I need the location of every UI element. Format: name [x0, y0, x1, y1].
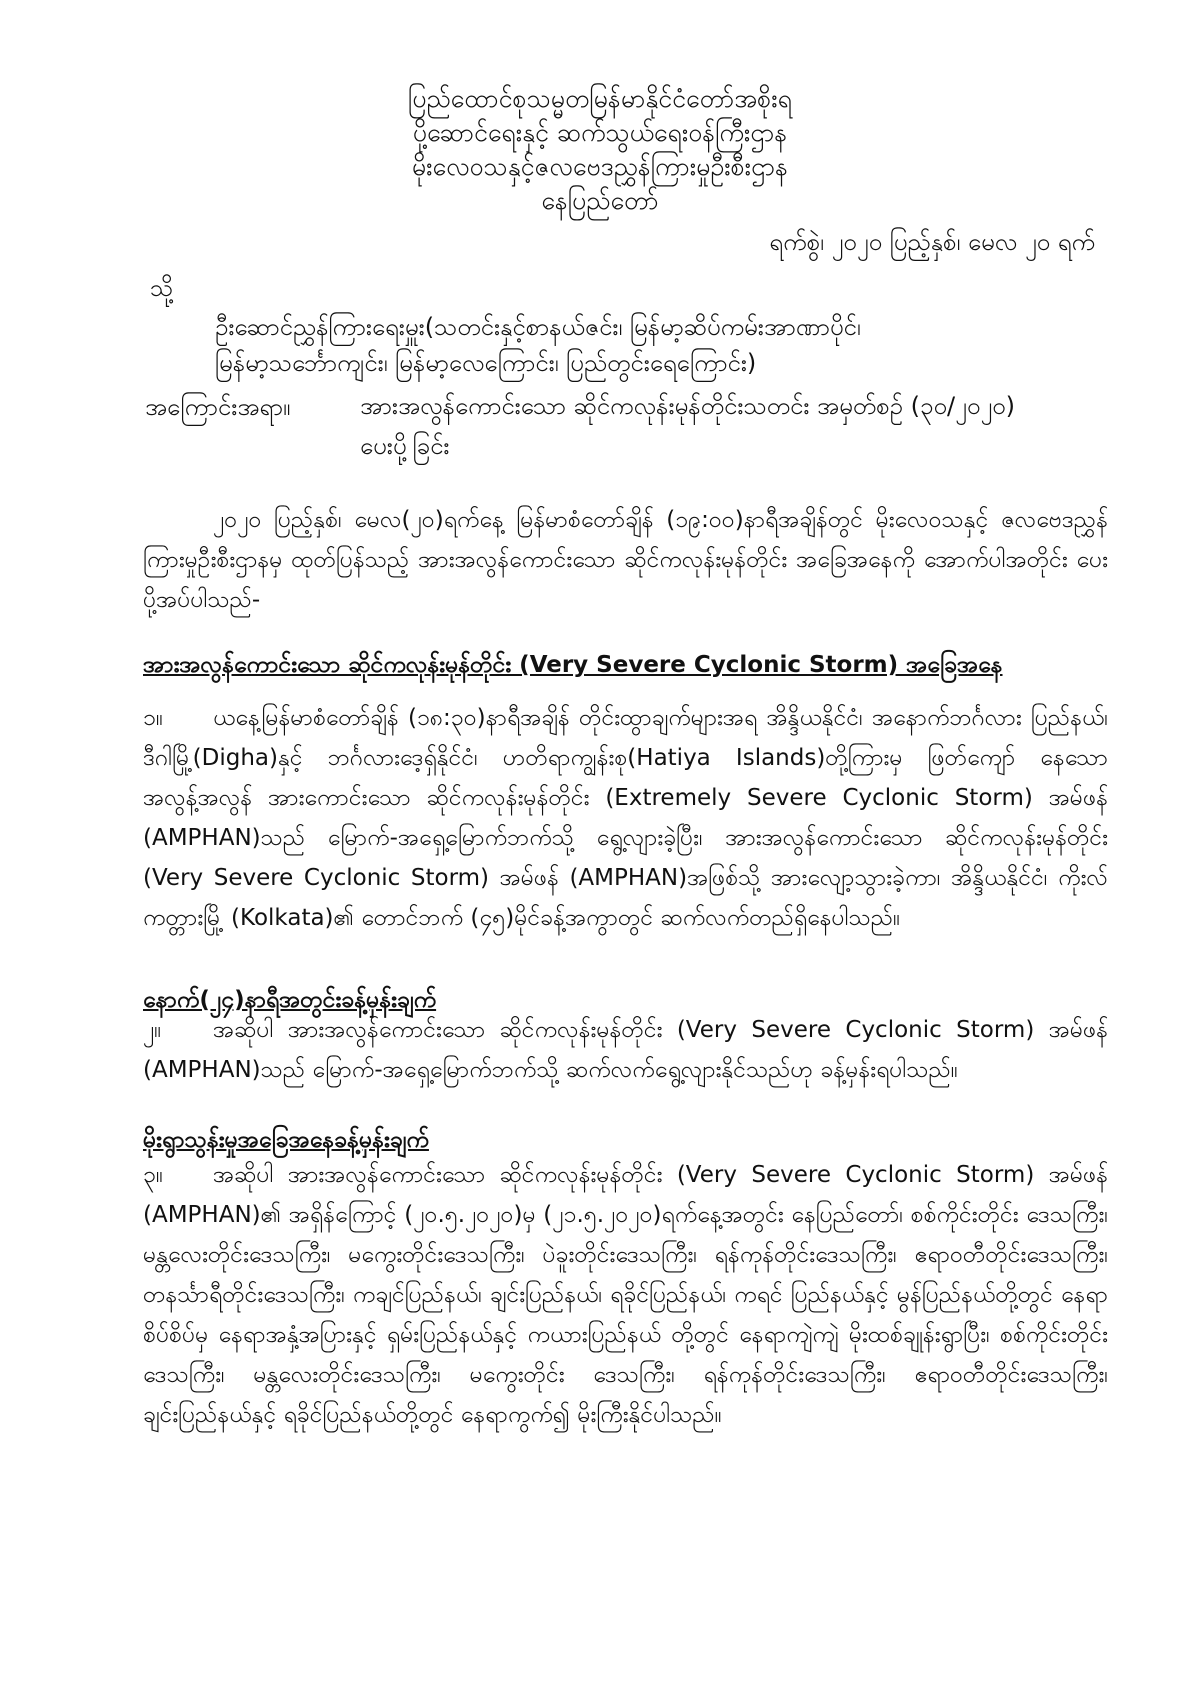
recipient-line-1: ဦးဆောင်ညွှန်ကြားရေးမှူး(သတင်းနှင့်စာနယ်ဇင်း၊ မြန်မာ့ဆိပ်ကမ်းအာဏာပိုင်၊: [215, 313, 861, 341]
to-label: သို့: [150, 274, 174, 302]
section-heading-2: နောက်(၂၄)နာရီအတွင်းခန့်မှန်းချက်: [143, 987, 437, 1013]
header-government: ပြည်ထောင်စုသမ္မတမြန်မာနိုင်ငံတော်အစိုးရ: [408, 84, 792, 113]
header-department: မိုးလေဝသနှင့်ဇလဗေဒညွှန်ကြားမှုဦးစီးဌာန: [411, 152, 789, 181]
subject-label: အကြောင်းအရာ။: [145, 393, 291, 421]
paragraph-text: ယနေ့မြန်မာစံတော်ချိန် (၁၈:၃၀)နာရီအချိန် တိုင်းထွာချက်များအရ အိန္ဒိယနိုင်ငံ၊ အနောက်ဘင်္ဂလား ပြည်နယ်၊ ဒီဂါမြို့(Digha)နှင့် ဘင်္ဂလားဒေ့ရှ်နိုင်ငံ၊ ဟတိရာကျွန်းစု(Hatiya Islands)တို့ကြားမှ ဖြတ်ကျော် နေသော အလွန့်အလွန် အားကောင်းသော ဆိုင်ကလုန်းမုန်တိုင်း (Extremely Severe Cyclonic Storm) အမ်ဖန် (AMPHAN)သည် မြောက်-အရှေ့မြောက်ဘက်သို့ ရွေ့လျားခဲ့ပြီး၊ အားအလွန်ကောင်းသော ဆိုင်ကလုန်းမုန်တိုင်း (Very Severe Cyclonic Storm) အမ်ဖန် (AMPHAN)အဖြစ်သို့ အားလျော့သွားခဲ့ကာ၊ အိန္ဒိယနိုင်ငံ၊ ကိုးလ်ကတ္တားမြို့ (Kolkata)၏ တောင်ဘက် (၄၅)မိုင်ခန့်အကွာတွင် ဆက်လက်တည်ရှိနေပါသည်။: [143, 705, 1108, 931]
paragraph-number: ၁။: [143, 705, 163, 731]
section-heading-1: အားအလွန်ကောင်းသော ဆိုင်ကလုန်းမုန်တိုင်း (Very Severe Cyclonic Storm) အခြေအနေ: [143, 652, 1003, 678]
section-paragraph-1: [143, 698, 1108, 938]
recipient-line-2: မြန်မာ့သင်္ဘောကျင်း၊ မြန်မာ့လေကြောင်း၊ ပြည်တွင်းရေကြောင်း): [215, 349, 757, 377]
paragraph-text: အဆိုပါ အားအလွန်ကောင်းသော ဆိုင်ကလုန်းမုန်တိုင်း (Very Severe Cyclonic Storm) အမ်ဖန် (AMPHAN)၏ အရှိန်ကြောင့် (၂၀.၅.၂၀၂၀)မှ (၂၁.၅.၂၀၂၀)ရက်နေ့အတွင်း နေပြည်တော်၊ စစ်ကိုင်းတိုင်း ဒေသကြီး၊ မန္တလေးတိုင်းဒေသကြီး၊ မကွေးတိုင်းဒေသကြီး၊ ပဲခူးတိုင်းဒေသကြီး၊ ရန်ကုန်တိုင်းဒေသကြီး၊ ဧရာဝတီတိုင်းဒေသကြီး၊ တနင်္သာရီတိုင်းဒေသကြီး၊ ကချင်ပြည်နယ်၊ ချင်းပြည်နယ်၊ ရခိုင်ပြည်နယ်၊ ကရင် ပြည်နယ်နှင့် မွန်ပြည်နယ်တို့တွင် နေရာစိပ်စိပ်မှ နေရာအနှံ့အပြားနှင့် ရှမ်းပြည်နယ်နှင့် ကယားပြည်နယ် တို့တွင် နေရာကျဲကျဲ မိုးထစ်ချုန်းရွာပြီး၊ စစ်ကိုင်းတိုင်းဒေသကြီး၊ မန္တလေးတိုင်းဒေသကြီး၊ မကွေးတိုင်း ဒေသကြီး၊ ရန်ကုန်တိုင်းဒေသကြီး၊ ဧရာဝတီတိုင်းဒေသကြီး၊ ချင်းပြည်နယ်နှင့် ရခိုင်ပြည်နယ်တို့တွင် နေရာကွက်၍ မိုးကြီးနိုင်ပါသည်။: [143, 1162, 1108, 1428]
paragraph-text: အဆိုပါ အားအလွန်ကောင်းသော ဆိုင်ကလုန်းမုန်တိုင်း (Very Severe Cyclonic Storm) အမ်ဖန် (AMPHAN)သည် မြောက်-အရှေ့မြောက်ဘက်သို့ ဆက်လက်ရွေ့လျားနိုင်သည်ဟု ခန့်မှန်းရပါသည်။: [143, 1017, 1108, 1083]
section-paragraph-2: [143, 1010, 1108, 1090]
header-city: နေပြည်တော်: [541, 186, 659, 215]
paragraph-number: ၂။: [143, 1017, 162, 1043]
intro-paragraph: ၂၀၂၀ ပြည့်နှစ်၊ မေလ(၂၀)ရက်နေ့ မြန်မာစံတော်ချိန် (၁၉:၀၀)နာရီအချိန်တွင် မိုးလေဝသနှင့် ဇလဗေဒညွှန်ကြားမှုဦးစီးဌာနမှ ထုတ်ပြန်သည့် အားအလွန်ကောင်းသော ဆိုင်ကလုန်းမုန်တိုင်း အခြေအနေကို အောက်ပါအတိုင်း ပေးပို့အပ်ပါသည်-: [143, 507, 1108, 613]
paragraph-number: ၃။: [143, 1162, 163, 1188]
letter-date: ရက်စွဲ၊ ၂၀၂၀ ပြည့်နှစ်၊ မေလ ၂၀ ရက်: [769, 228, 1095, 256]
subject-line-1: အားအလွန်ကောင်းသော ဆိုင်ကလုန်းမုန်တိုင်းသတင်း အမှတ်စဉ် (၃၀/၂၀၂၀): [360, 392, 1015, 420]
header-ministry: ပို့ဆောင်ရေးနှင့် ဆက်သွယ်ရေးဝန်ကြီးဌာန: [412, 118, 788, 147]
section-heading-3: မိုးရွာသွန်းမှုအခြေအနေခန့်မှန်းချက်: [143, 1127, 429, 1153]
subject-line-2: ပေးပို့ခြင်း: [360, 432, 450, 460]
section-paragraph-3: [143, 1155, 1108, 1435]
